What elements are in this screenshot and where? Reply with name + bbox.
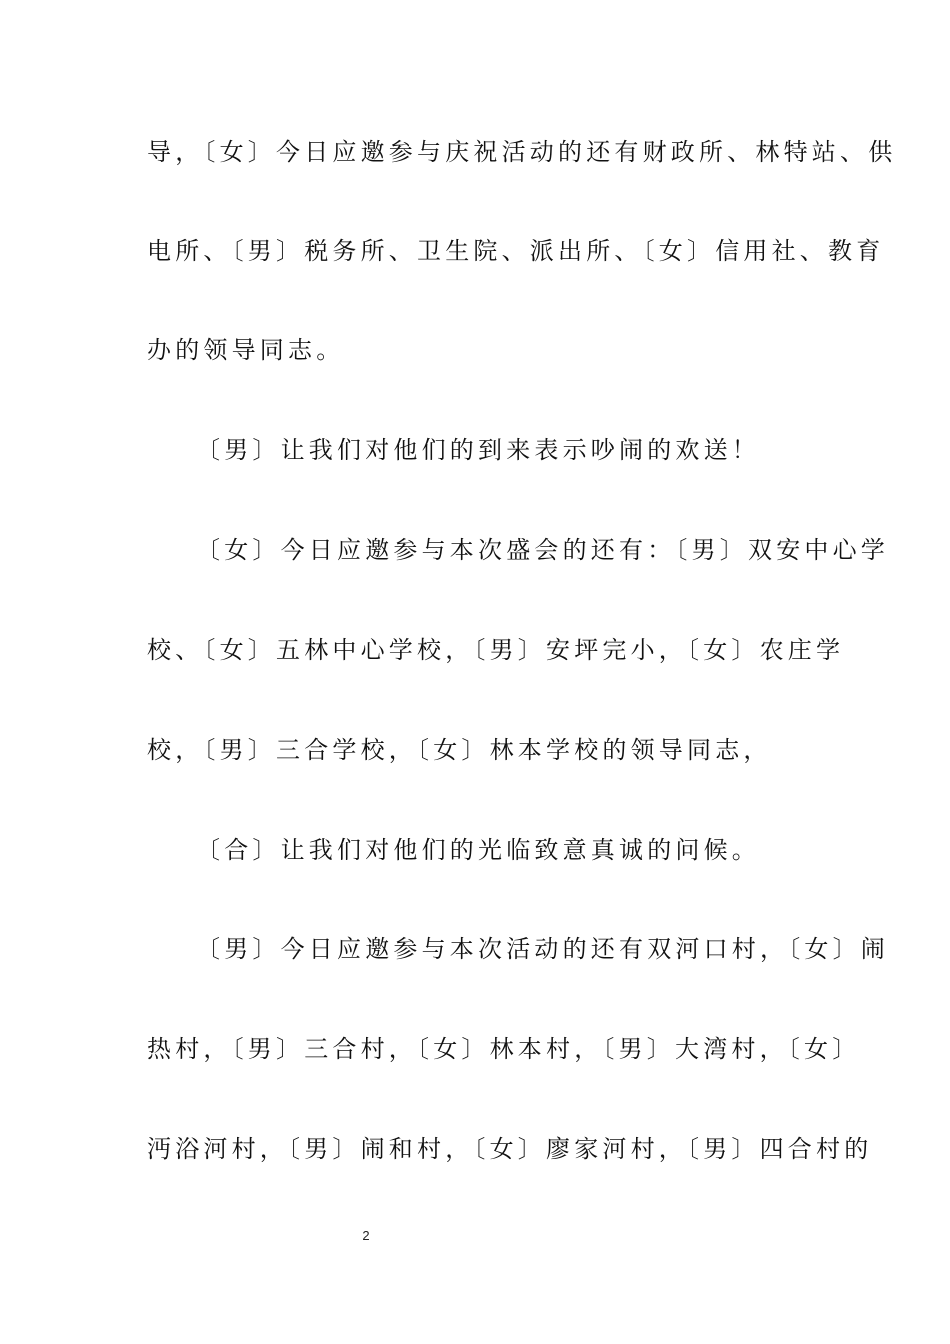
text-line: 沔浴河村，〔男〕闹和村，〔女〕廖家河村，〔男〕四合村的 (147, 1135, 873, 1163)
text-line: 导，〔女〕今日应邀参与庆祝活动的还有财政所、林特站、供 (147, 138, 897, 166)
text-line: 校，〔男〕三合学校，〔女〕林本学校的领导同志， (147, 736, 772, 764)
paragraph-line: 〔男〕今日应邀参与本次活动的还有双河口村，〔女〕闹 (196, 935, 889, 963)
text-line: 电所、〔男〕税务所、卫生院、派出所、〔女〕信用社、教育 (147, 237, 885, 265)
text-line: 校、〔女〕五林中心学校，〔男〕安坪完小，〔女〕农庄学 (147, 636, 845, 664)
paragraph-line: 〔女〕今日应邀参与本次盛会的还有：〔男〕双安中心学 (196, 536, 889, 564)
paragraph-line: 〔男〕让我们对他们的到来表示吵闹的欢送！ (196, 436, 760, 464)
text-line: 办的领导同志。 (147, 336, 345, 364)
page-number: 2 (362, 1228, 370, 1243)
paragraph-line: 〔合〕让我们对他们的光临致意真诚的问候。 (196, 836, 760, 864)
text-line: 热村，〔男〕三合村，〔女〕林本村，〔男〕大湾村，〔女〕 (147, 1035, 861, 1063)
